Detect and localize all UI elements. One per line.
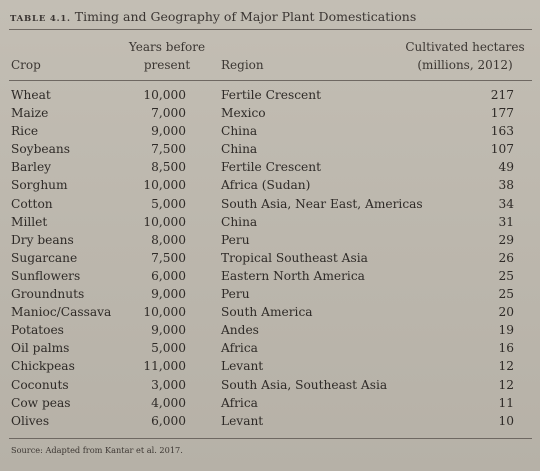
cell-years: 7,000	[151, 106, 186, 121]
table-row	[0, 195, 540, 213]
table-row	[0, 213, 540, 231]
cell-years: 10,000	[143, 305, 186, 320]
cell-hectares: 11	[498, 395, 514, 410]
cell-hectares: 177	[490, 106, 514, 121]
cell-years: 10,000	[143, 214, 186, 229]
cell-region: South Asia, Southeast Asia	[221, 377, 388, 392]
cell-crop: Wheat	[11, 88, 51, 102]
cell-region: Africa (Sudan)	[221, 178, 311, 193]
cell-region: Eastern North America	[221, 268, 365, 283]
table-row	[0, 376, 540, 394]
cell-region: Tropical Southeast Asia	[221, 250, 368, 265]
cell-crop: Millet	[11, 214, 48, 229]
cell-region: Peru	[221, 287, 250, 302]
table-row	[0, 267, 540, 285]
cell-years: 5,000	[151, 341, 186, 356]
header-years-line2: present	[143, 58, 191, 72]
table-row	[0, 357, 540, 375]
cell-region: Peru	[221, 232, 250, 247]
cell-years: 7,500	[151, 142, 186, 157]
cell-years: 3,000	[151, 377, 186, 392]
cell-years: 9,000	[151, 124, 186, 139]
cell-crop: Cow peas	[11, 395, 71, 410]
cell-hectares: 10	[498, 413, 514, 428]
cell-years: 8,500	[151, 160, 186, 175]
cell-crop: Sorghum	[11, 178, 68, 193]
cell-crop: Rice	[11, 124, 39, 139]
cell-years: 4,000	[151, 395, 186, 410]
table-caption	[10, 9, 416, 24]
cell-years: 11,000	[143, 359, 186, 374]
cell-years: 9,000	[151, 287, 186, 302]
table-row	[0, 412, 540, 430]
cell-crop: Dry beans	[11, 232, 74, 247]
cell-hectares: 34	[498, 196, 514, 211]
table-row	[0, 176, 540, 194]
header-rule	[9, 80, 532, 81]
cell-region: Levant	[221, 359, 264, 374]
table-row	[0, 249, 540, 267]
cell-region: Africa	[221, 395, 258, 410]
cell-crop: Coconuts	[11, 377, 69, 392]
cell-region: Africa	[221, 341, 258, 356]
cell-region: China	[221, 142, 258, 157]
cell-years: 8,000	[151, 232, 186, 247]
cell-region: China	[221, 124, 258, 139]
cell-region: Mexico	[221, 106, 266, 121]
cell-years: 7,500	[151, 250, 186, 265]
cell-hectares: 217	[490, 88, 514, 102]
cell-region: South America	[221, 305, 313, 320]
source-note: Source: Adapted from Kantar et al. 2017.	[11, 445, 183, 455]
table-row	[0, 231, 540, 249]
cell-hectares: 163	[490, 124, 514, 139]
cell-hectares: 26	[498, 250, 514, 265]
cell-crop: Chickpeas	[11, 359, 75, 374]
cell-hectares: 19	[498, 323, 514, 338]
cell-hectares: 107	[490, 142, 514, 157]
cell-hectares: 16	[498, 341, 514, 356]
table-row	[0, 339, 540, 357]
cell-hectares: 38	[498, 178, 514, 193]
cell-hectares: 49	[498, 160, 514, 175]
cell-region: Fertile Crescent	[221, 160, 322, 175]
table-row	[0, 394, 540, 412]
cell-region: South Asia, Near East, Americas	[221, 196, 423, 211]
cell-hectares: 12	[498, 359, 514, 374]
table-title: Timing and Geography of Major Plant Domestications	[74, 9, 417, 24]
cell-crop: Sugarcane	[11, 250, 78, 265]
header-crop: Crop	[11, 58, 41, 72]
cell-region: Fertile Crescent	[221, 88, 322, 102]
table-body	[0, 86, 540, 430]
table-row	[0, 86, 540, 104]
table-row	[0, 158, 540, 176]
cell-crop: Soybeans	[11, 142, 70, 157]
cell-region: China	[221, 214, 258, 229]
cell-years: 5,000	[151, 196, 186, 211]
cell-region: Levant	[221, 413, 264, 428]
cell-years: 6,000	[151, 268, 186, 283]
header-hectares-line1: Cultivated hectares	[405, 40, 525, 54]
cell-years: 10,000	[143, 88, 186, 102]
cell-crop: Maize	[11, 106, 49, 121]
cell-crop: Barley	[11, 160, 52, 175]
cell-hectares: 12	[498, 377, 514, 392]
header-years	[122, 38, 212, 74]
table-row	[0, 321, 540, 339]
cell-crop: Olives	[11, 413, 50, 428]
cell-crop: Cotton	[11, 196, 53, 211]
header-years-line1: Years before	[128, 40, 206, 54]
cell-region: Andes	[221, 323, 259, 338]
header-hectares-line2: (millions, 2012)	[417, 58, 513, 72]
cell-crop: Potatoes	[11, 323, 64, 338]
table-row	[0, 140, 540, 158]
cell-hectares: 20	[498, 305, 514, 320]
table-number: TABLE 4.1.	[10, 14, 71, 24]
cell-hectares: 25	[498, 287, 514, 302]
cell-hectares: 29	[498, 232, 514, 247]
bottom-rule	[9, 438, 532, 439]
cell-crop: Manioc/Cassava	[11, 305, 112, 320]
cell-hectares: 25	[498, 268, 514, 283]
cell-crop: Groundnuts	[11, 287, 85, 302]
header-region: Region	[221, 58, 264, 72]
cell-crop: Sunflowers	[11, 268, 81, 283]
table-row	[0, 104, 540, 122]
cell-crop: Oil palms	[11, 341, 70, 356]
cell-years: 6,000	[151, 413, 186, 428]
table-row	[0, 122, 540, 140]
header-hectares	[400, 38, 530, 74]
table-row	[0, 303, 540, 321]
cell-hectares: 31	[498, 214, 514, 229]
top-rule	[9, 29, 532, 30]
cell-years: 9,000	[151, 323, 186, 338]
cell-years: 10,000	[143, 178, 186, 193]
table-row	[0, 285, 540, 303]
